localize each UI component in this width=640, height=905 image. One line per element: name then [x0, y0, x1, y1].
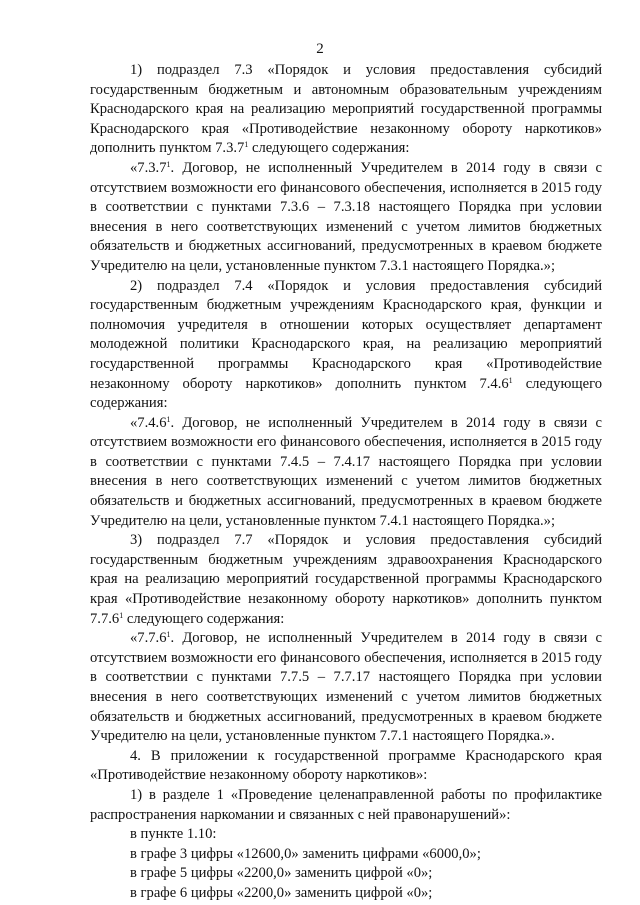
text-run: 1) в разделе 1 «Проведение целенаправленной работы по профилактике распространения наркомании и связанных с ней правонарушений»:	[90, 786, 602, 823]
paragraph-p11	[90, 864, 602, 884]
paragraph-p9	[90, 825, 602, 845]
text-run: 1) подраздел 7.3 «Порядок и условия предоставления субсидий государственным бюджетным и автономным образовательным учреждениям Краснодарского края на реализацию мероприятий государственной программы Краснодарского края «Противодействие незаконному обороту наркотиков» дополнить пунктом 7.3.7	[90, 62, 602, 157]
text-run: в графе 6 цифры «2200,0» заменить цифрой «0»;	[130, 884, 433, 901]
paragraph-p6	[90, 629, 602, 747]
text-run: в пункте 1.10:	[130, 826, 217, 843]
paragraph-p7	[90, 747, 602, 786]
text-run: 2) подраздел 7.4 «Порядок и условия предоставления субсидий государственным бюджетным учреждениям Краснодарского края, функции и полномочия учредителя в отношении которых осуществляет департамент молодежной политики Краснодарского края, на реализацию мероприятий государственной программы Краснодарского края «Противодействие незаконному обороту наркотиков» дополнить пунктом 7.4.6	[90, 277, 602, 392]
text-run: следующего содержания:	[123, 610, 285, 627]
superscript: 1	[119, 610, 124, 620]
text-run: «7.4.6	[130, 414, 167, 431]
text-run: . Договор, не исполненный Учредителем в 2014 году в связи с отсутствием возможности его финансового обеспечения, исполняется в 2015 году в соответствии с пунктами 7.4.5 – 7.4.17 настоящего Порядка при условии внесения в него соответствующих изменений с учетом лимитов бюджетных обязательств и бюджетных ассигнований, предусмотренных в краевом бюджете Учредителю на цели, установленные пунктом 7.4.1 настоящего Порядка.»;	[90, 414, 602, 529]
text-run: в графе 3 цифры «12600,0» заменить цифрами «6000,0»;	[130, 845, 481, 862]
superscript: 1	[166, 630, 171, 640]
text-run: 3) подраздел 7.7 «Порядок и условия предоставления субсидий государственным бюджетным учреждениям здравоохранения Краснодарского края на реализацию мероприятий государственной программы Краснодарского края «Противодействие незаконному обороту наркотиков» дополнить пунктом 7.7.6	[90, 532, 602, 627]
paragraph-p5	[90, 531, 602, 629]
text-run: 4. В приложении к государственной программе Краснодарского края «Противодействие незаконному обороту наркотиков»:	[90, 747, 602, 784]
paragraph-p3	[90, 277, 602, 414]
superscript: 1	[244, 140, 249, 150]
paragraph-p10	[90, 845, 602, 865]
paragraph-p1	[90, 61, 602, 159]
paragraph-p2	[90, 159, 602, 277]
paragraph-p4	[90, 414, 602, 532]
paragraph-p8	[90, 786, 602, 825]
text-run: в графе 5 цифры «2200,0» заменить цифрой «0»;	[130, 865, 433, 882]
text-run: . Договор, не исполненный Учредителем в 2014 году в связи с отсутствием возможности его финансового обеспечения, исполняется в 2015 году в соответствии с пунктами 7.3.6 – 7.3.18 настоящего Порядка при условии внесения в него соответствующих изменений с учетом лимитов бюджетных обязательств и бюджетных ассигнований, предусмотренных в краевом бюджете Учредителю на цели, установленные пунктом 7.3.1 настоящего Порядка.»;	[90, 159, 602, 274]
superscript: 1	[166, 414, 171, 424]
text-run: . Договор, не исполненный Учредителем в 2014 году в связи с отсутствием возможности его финансового обеспечения, исполняется в 2015 году в соответствии с пунктами 7.7.5 – 7.7.17 настоящего Порядка при условии внесения в него соответствующих изменений с учетом лимитов бюджетных обязательств и бюджетных ассигнований, предусмотренных в краевом бюджете Учредителю на цели, установленные пунктом 7.7.1 настоящего Порядка.».	[90, 630, 602, 745]
text-run: следующего содержания:	[90, 375, 602, 412]
text-run: «7.3.7	[130, 159, 167, 176]
superscript: 1	[166, 159, 171, 169]
text-run: следующего содержания:	[248, 140, 410, 157]
document-body	[90, 61, 602, 904]
paragraph-p12	[90, 884, 602, 904]
page-number: 2	[316, 41, 324, 57]
text-run: «7.7.6	[130, 630, 167, 647]
superscript: 1	[508, 375, 513, 385]
